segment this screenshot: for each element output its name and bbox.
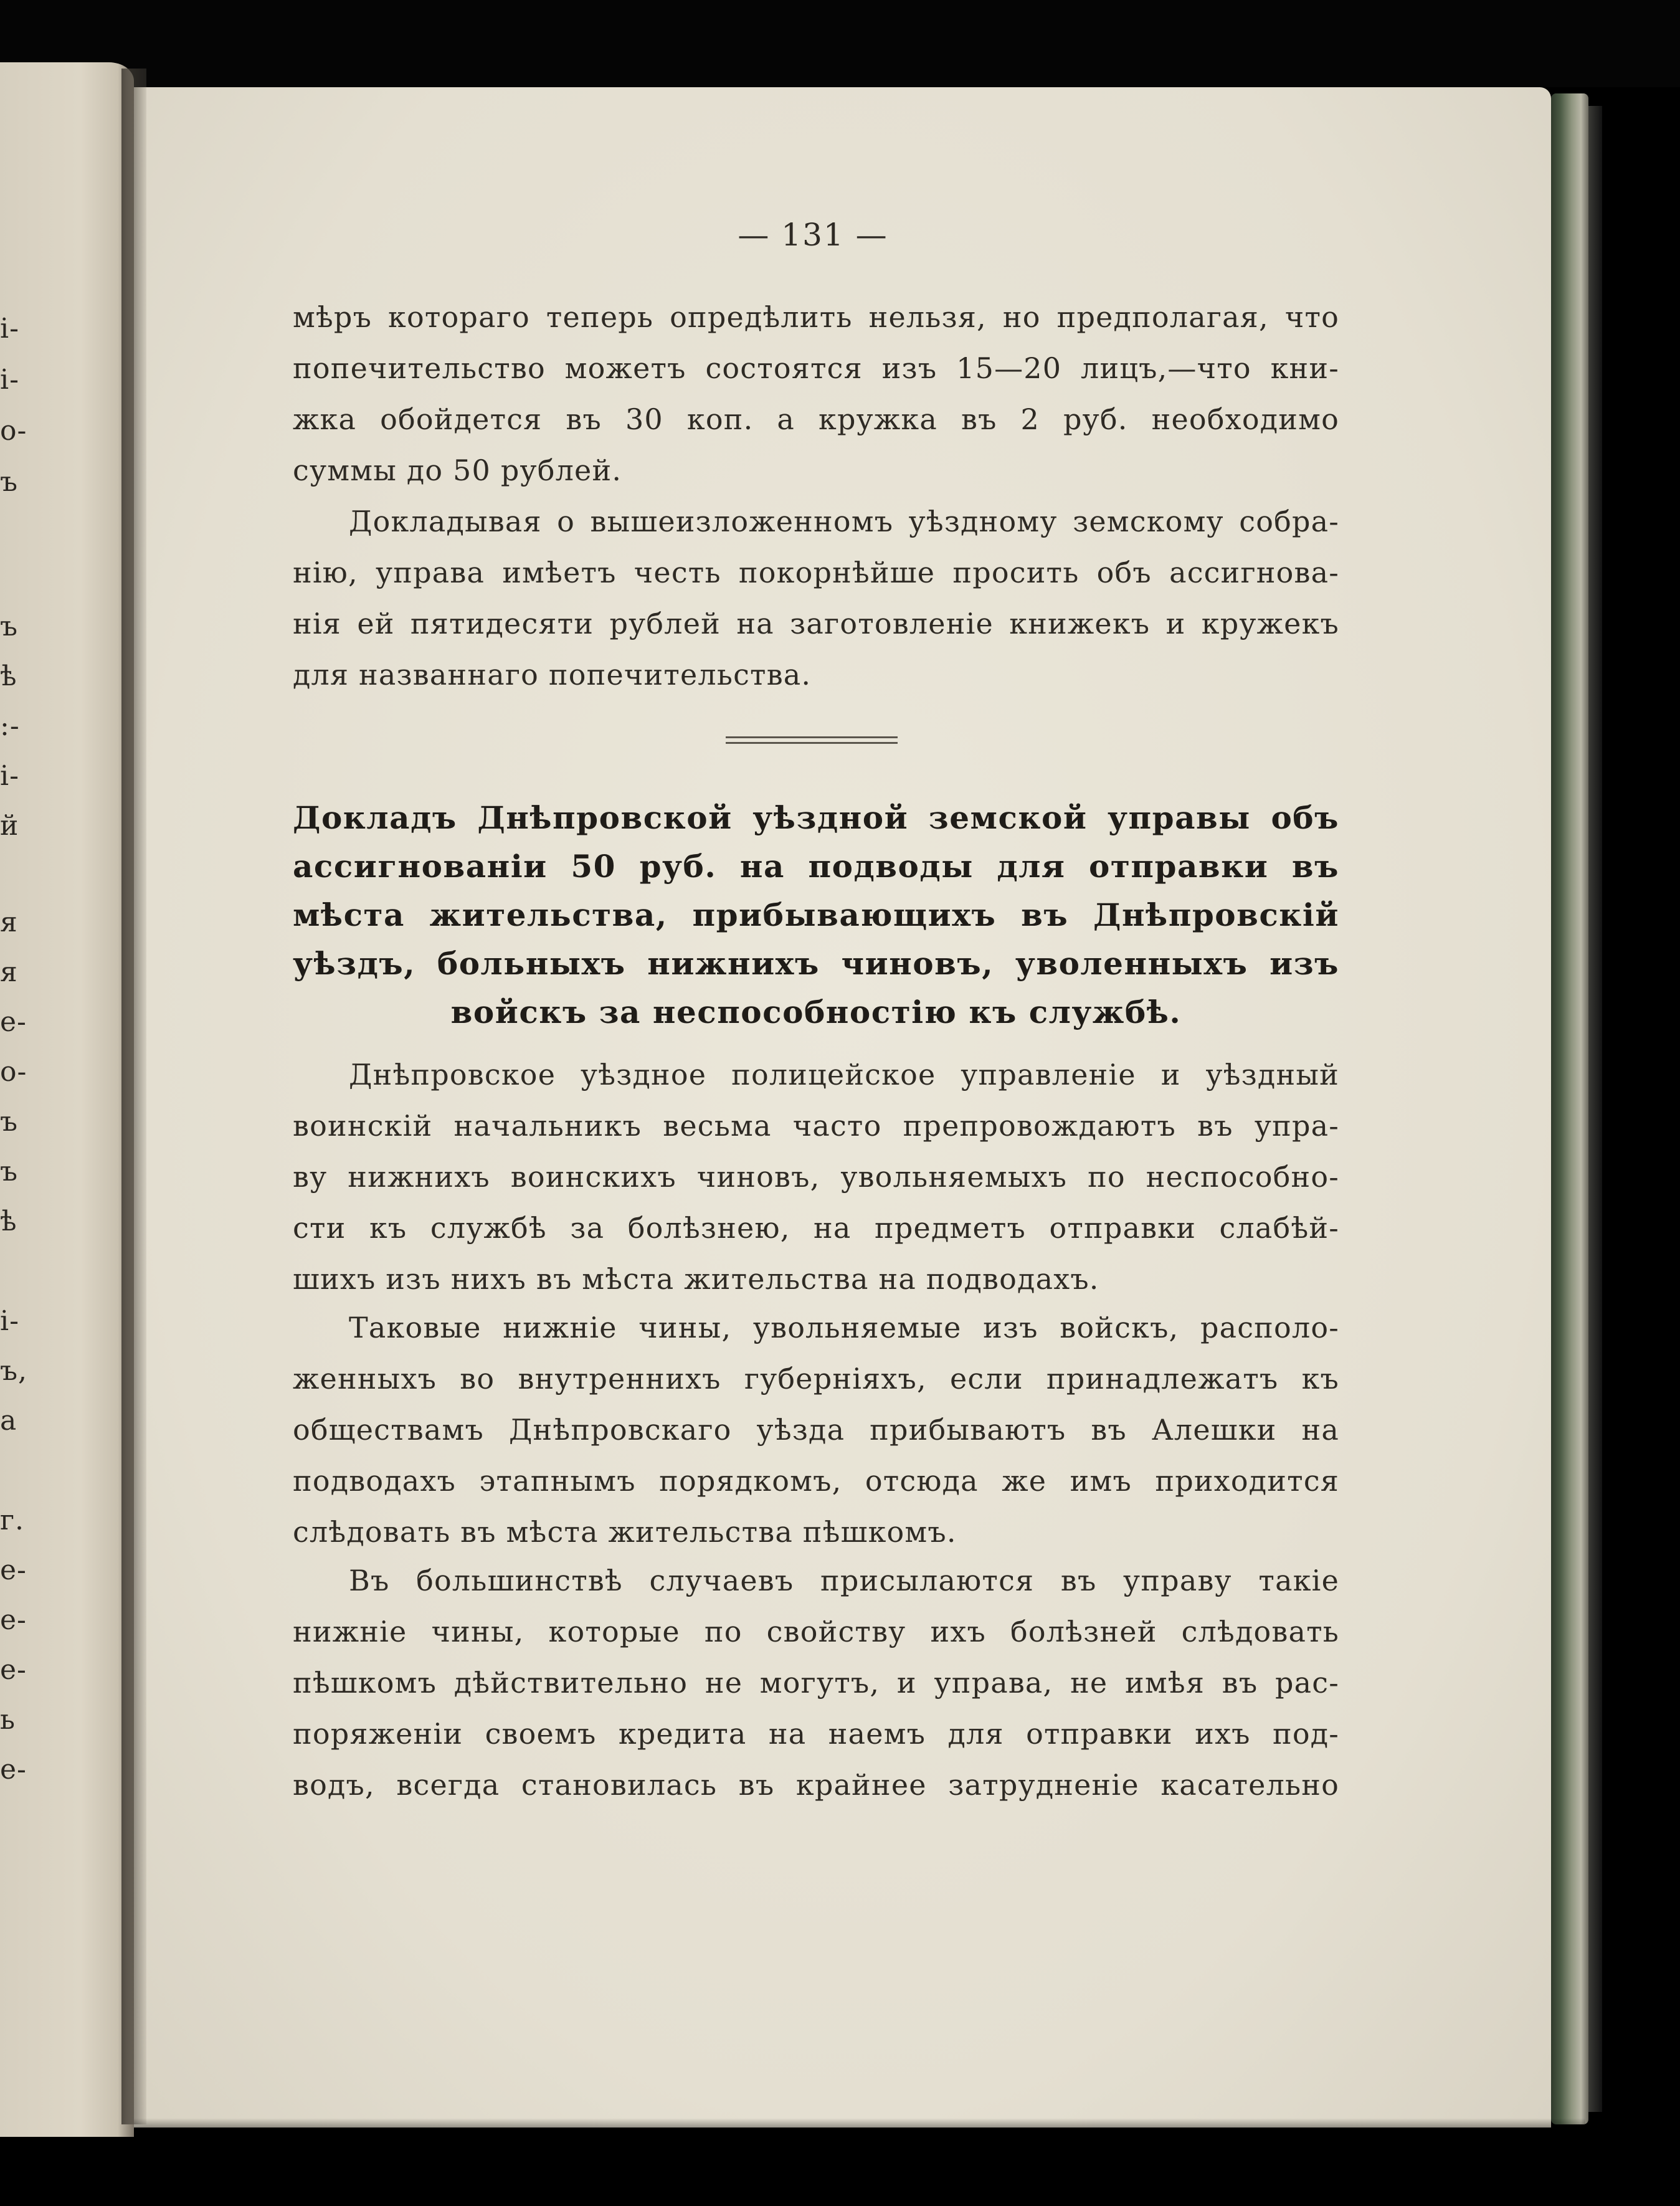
facing-page-fragment: е- (0, 1754, 27, 1785)
text-line: слѣдовать въ мѣста жительства пѣшкомъ. (293, 1515, 957, 1549)
facing-page-fragment: ѣ (0, 1205, 17, 1237)
text-line: поряженіи своемъ кредита на наемъ для отправки ихъ под- (293, 1717, 1339, 1751)
facing-page-fragment: ъ (0, 466, 18, 498)
heading-line: уѣздъ, больныхъ нижнихъ чиновъ, уволенныхъ изъ (293, 945, 1339, 982)
facing-page-fragment: е- (0, 1006, 27, 1038)
heading-line: мѣста жительства, прибывающихъ въ Днѣпровскій (293, 896, 1339, 933)
facing-page-fragment: і- (0, 313, 19, 345)
page-gutter-shadow (121, 69, 146, 2124)
text-line: ву нижнихъ воинскихъ чиновъ, увольняемыхъ по неспособно- (293, 1160, 1339, 1194)
facing-page-fragment: ь (0, 1704, 16, 1736)
text-line: шихъ изъ нихъ въ мѣста жительства на подводахъ. (293, 1262, 1099, 1296)
paragraph (293, 292, 1339, 496)
facing-page-fragment: і- (0, 364, 19, 396)
facing-page-fragment: е- (0, 1554, 27, 1586)
text-line: Докладывая о вышеизложенномъ уѣздному земскому собра- (349, 505, 1339, 538)
text-line: сти къ службѣ за болѣзнею, на предметъ отправки слабѣй- (293, 1211, 1339, 1245)
paragraph (293, 496, 1339, 700)
text-line: Таковые нижніе чины, увольняемые изъ войскъ, располо- (349, 1311, 1339, 1344)
facing-page-fragment: ъ, (0, 1355, 27, 1387)
facing-page-fragment: е- (0, 1654, 27, 1686)
text-line: попечительство можетъ состоятся изъ 15—20 лицъ,—что кни- (293, 351, 1339, 385)
text-line: воинскій начальникъ весьма часто препровождаютъ въ упра- (293, 1109, 1339, 1143)
facing-page-fragment: :- (0, 710, 20, 742)
facing-page-fragment: ъ (0, 611, 18, 642)
text-line: нію, управа имѣетъ честь покорнѣйше просить объ ассигнова- (293, 556, 1339, 589)
facing-page-fragment: ѣ (0, 660, 17, 692)
page-fore-edge (1551, 93, 1588, 2124)
section-heading (293, 794, 1339, 1037)
text-line: нія ей пятидесяти рублей на заготовленіе книжекъ и кружекъ (293, 607, 1339, 640)
facing-page-fragment: й (0, 810, 19, 842)
text-line: пѣшкомъ дѣйствительно не могутъ, и управа, не имѣя въ рас- (293, 1666, 1339, 1700)
page-bottom-shadow (134, 2118, 1585, 2143)
facing-page-fragment: г. (0, 1505, 25, 1536)
text-line: Днѣпровское уѣздное полицейское управленіе и уѣздный (349, 1058, 1339, 1091)
text-line: мѣръ котораго теперь опредѣлить нельзя, но предполагая, что (293, 300, 1339, 334)
heading-line: ассигнованіи 50 руб. на подводы для отправки въ (293, 848, 1339, 885)
facing-page-fragment: я (0, 956, 18, 988)
facing-page-fragment: о- (0, 1056, 27, 1088)
paragraph (293, 1555, 1339, 1810)
section-divider (726, 736, 898, 744)
text-line: женныхъ во внутреннихъ губерніяхъ, если принадлежатъ къ (293, 1362, 1339, 1395)
facing-page-fragment: і- (0, 760, 19, 792)
text-line: водъ, всегда становилась въ крайнее затрудненіе касательно (293, 1768, 1339, 1802)
scan-background (0, 0, 1680, 87)
heading-line: войскъ за неспособностію къ службѣ. (450, 994, 1182, 1030)
facing-page-fragment: ъ (0, 1106, 18, 1138)
heading-line: Докладъ Днѣпровской уѣздной земской управы объ (293, 799, 1339, 836)
facing-page-fragment: е- (0, 1604, 27, 1636)
text-line: нижніе чины, которые по свойству ихъ болѣзней слѣдовать (293, 1615, 1339, 1648)
facing-page-fragment: а (0, 1405, 17, 1437)
text-line: суммы до 50 рублей. (293, 454, 622, 487)
text-line: Въ большинствѣ случаевъ присылаются въ управу такіе (349, 1564, 1339, 1597)
paragraph (293, 1302, 1339, 1557)
page-number: — 131 — (738, 217, 888, 253)
book-cover-edge (1588, 106, 1602, 2112)
facing-page-fragment: ъ (0, 1156, 18, 1187)
text-line: подводахъ этапнымъ порядкомъ, отсюда же имъ приходится (293, 1464, 1339, 1498)
text-line: обществамъ Днѣпровскаго уѣзда прибываютъ въ Алешки на (293, 1413, 1339, 1447)
facing-page-edge (0, 62, 134, 2137)
facing-page-fragment: я (0, 906, 18, 938)
text-line: для названнаго попечительства. (293, 658, 812, 692)
text-line: жка обойдется въ 30 коп. а кружка въ 2 руб. необходимо (293, 402, 1339, 436)
facing-page-fragment: о- (0, 415, 27, 447)
paragraph (293, 1049, 1339, 1305)
facing-page-fragment: і- (0, 1305, 19, 1337)
